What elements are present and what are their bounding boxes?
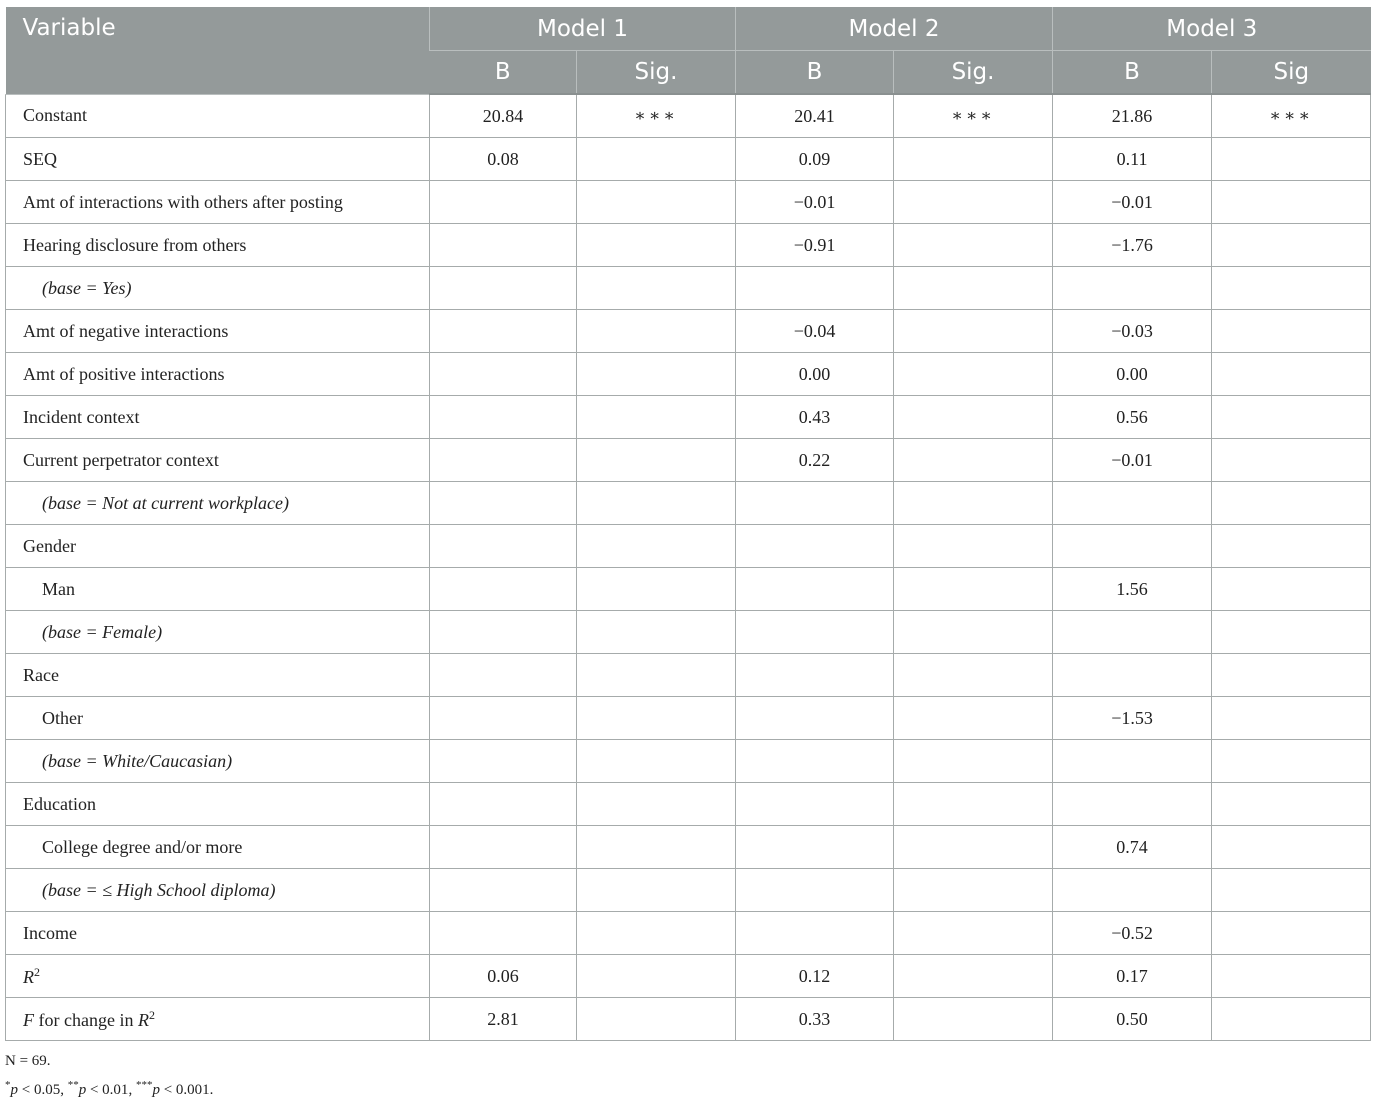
coefficient-cell: 0.43 xyxy=(736,396,894,439)
significance-cell xyxy=(894,138,1053,181)
significance-note: *p < 0.05, **p < 0.01, ***p < 0.001. xyxy=(5,1079,214,1098)
significance-cell xyxy=(894,611,1053,654)
significance-cell xyxy=(577,611,736,654)
significance-cell xyxy=(577,439,736,482)
coefficient-cell xyxy=(430,310,577,353)
coefficient-cell: 0.22 xyxy=(736,439,894,482)
significance-cell xyxy=(894,482,1053,525)
table-notes xyxy=(5,1049,1370,1102)
significance-cell xyxy=(577,353,736,396)
coefficient-cell xyxy=(430,826,577,869)
coefficient-cell: 0.17 xyxy=(1053,955,1212,998)
significance-cell xyxy=(1212,181,1371,224)
coefficient-cell: 20.41 xyxy=(736,94,894,138)
coefficient-cell xyxy=(430,611,577,654)
significance-cell xyxy=(577,138,736,181)
coefficient-cell: 0.09 xyxy=(736,138,894,181)
coefficient-cell: −1.53 xyxy=(1053,697,1212,740)
significance-cell xyxy=(577,783,736,826)
coefficient-cell xyxy=(430,740,577,783)
model-3-header: Model 3 xyxy=(1053,7,1371,51)
significance-cell xyxy=(1212,353,1371,396)
significance-cell xyxy=(894,568,1053,611)
significance-cell xyxy=(1212,396,1371,439)
significance-cell xyxy=(1212,912,1371,955)
significance-cell xyxy=(894,525,1053,568)
significance-cell xyxy=(577,181,736,224)
coefficient-cell: 0.00 xyxy=(736,353,894,396)
significance-cell xyxy=(894,826,1053,869)
row-label: $R^2$ xyxy=(6,955,430,998)
coefficient-cell xyxy=(430,525,577,568)
table-row xyxy=(6,912,1371,955)
table-body xyxy=(6,94,1371,1041)
significance-cell xyxy=(1212,439,1371,482)
coefficient-cell xyxy=(736,482,894,525)
significance-cell xyxy=(577,826,736,869)
table-row xyxy=(6,94,1371,138)
regression-table xyxy=(5,7,1371,1041)
coefficient-cell xyxy=(736,267,894,310)
table-row xyxy=(6,439,1371,482)
coefficient-cell xyxy=(1053,654,1212,697)
coefficient-cell: 0.00 xyxy=(1053,353,1212,396)
significance-cell: ∗∗∗ xyxy=(577,94,736,138)
coefficient-cell xyxy=(736,740,894,783)
significance-cell xyxy=(894,998,1053,1041)
coefficient-cell xyxy=(430,439,577,482)
coefficient-cell xyxy=(1053,869,1212,912)
significance-cell xyxy=(1212,310,1371,353)
significance-cell xyxy=(577,525,736,568)
row-label: (base = ≤ High School diploma) xyxy=(6,869,430,912)
significance-cell xyxy=(894,224,1053,267)
row-label: Amt of negative interactions xyxy=(6,310,430,353)
significance-cell xyxy=(894,697,1053,740)
significance-cell xyxy=(1212,224,1371,267)
model-1-header: Model 1 xyxy=(430,7,736,51)
coefficient-cell: 1.56 xyxy=(1053,568,1212,611)
row-label: Other xyxy=(6,697,430,740)
table-row xyxy=(6,396,1371,439)
table-row xyxy=(6,310,1371,353)
significance-cell xyxy=(1212,740,1371,783)
coefficient-cell: −0.04 xyxy=(736,310,894,353)
variable-header: Variable xyxy=(6,7,430,94)
significance-cell xyxy=(577,912,736,955)
table-row xyxy=(6,224,1371,267)
significance-cell xyxy=(894,912,1053,955)
regression-table-container xyxy=(5,7,1370,1102)
coefficient-cell xyxy=(736,568,894,611)
row-label: Amt of interactions with others after posting xyxy=(6,181,430,224)
row-label: Race xyxy=(6,654,430,697)
significance-cell xyxy=(577,224,736,267)
coefficient-cell xyxy=(430,396,577,439)
coefficient-cell: −0.01 xyxy=(736,181,894,224)
model-1-sig-header: Sig. xyxy=(577,51,736,95)
coefficient-cell xyxy=(430,783,577,826)
significance-cell xyxy=(577,740,736,783)
table-header xyxy=(6,7,1371,94)
significance-cell xyxy=(894,267,1053,310)
coefficient-cell xyxy=(736,697,894,740)
significance-cell xyxy=(577,568,736,611)
row-label: (base = White/Caucasian) xyxy=(6,740,430,783)
coefficient-cell xyxy=(430,267,577,310)
significance-cell xyxy=(577,998,736,1041)
table-row xyxy=(6,955,1371,998)
significance-cell xyxy=(1212,697,1371,740)
coefficient-cell xyxy=(430,654,577,697)
coefficient-cell xyxy=(1053,783,1212,826)
coefficient-cell xyxy=(736,783,894,826)
model-1-b-header: B xyxy=(430,51,577,95)
coefficient-cell xyxy=(736,869,894,912)
coefficient-cell: 0.08 xyxy=(430,138,577,181)
coefficient-cell xyxy=(736,525,894,568)
significance-cell xyxy=(1212,869,1371,912)
coefficient-cell xyxy=(430,482,577,525)
significance-cell: ∗∗∗ xyxy=(894,94,1053,138)
table-row xyxy=(6,267,1371,310)
significance-cell xyxy=(894,740,1053,783)
coefficient-cell: 0.56 xyxy=(1053,396,1212,439)
coefficient-cell xyxy=(430,181,577,224)
coefficient-cell xyxy=(736,912,894,955)
row-label: F for change in $R^2$ xyxy=(6,998,430,1041)
row-label: Gender xyxy=(6,525,430,568)
significance-cell xyxy=(1212,654,1371,697)
model-3-sig-header: Sig xyxy=(1212,51,1371,95)
row-label: Man xyxy=(6,568,430,611)
coefficient-cell: 0.11 xyxy=(1053,138,1212,181)
significance-cell xyxy=(577,482,736,525)
model-2-sig-header: Sig. xyxy=(894,51,1053,95)
row-label: Hearing disclosure from others xyxy=(6,224,430,267)
coefficient-cell: −0.91 xyxy=(736,224,894,267)
significance-cell: ∗∗∗ xyxy=(1212,94,1371,138)
table-row xyxy=(6,740,1371,783)
coefficient-cell: 2.81 xyxy=(430,998,577,1041)
significance-cell xyxy=(1212,955,1371,998)
coefficient-cell: 21.86 xyxy=(1053,94,1212,138)
significance-cell xyxy=(1212,138,1371,181)
coefficient-cell: 20.84 xyxy=(430,94,577,138)
row-label: Constant xyxy=(6,94,430,138)
table-row xyxy=(6,568,1371,611)
significance-cell xyxy=(577,955,736,998)
coefficient-cell xyxy=(736,654,894,697)
table-row xyxy=(6,525,1371,568)
significance-cell xyxy=(894,439,1053,482)
coefficient-cell: −1.76 xyxy=(1053,224,1212,267)
row-label: (base = Yes) xyxy=(6,267,430,310)
coefficient-cell: 0.33 xyxy=(736,998,894,1041)
coefficient-cell xyxy=(1053,525,1212,568)
row-label: Current perpetrator context xyxy=(6,439,430,482)
table-row xyxy=(6,353,1371,396)
coefficient-cell xyxy=(736,826,894,869)
model-3-b-header: B xyxy=(1053,51,1212,95)
coefficient-cell xyxy=(430,568,577,611)
coefficient-cell: −0.01 xyxy=(1053,439,1212,482)
coefficient-cell xyxy=(430,224,577,267)
coefficient-cell xyxy=(430,912,577,955)
row-label: Amt of positive interactions xyxy=(6,353,430,396)
significance-cell xyxy=(894,310,1053,353)
significance-cell xyxy=(1212,783,1371,826)
row-label: Incident context xyxy=(6,396,430,439)
coefficient-cell: −0.01 xyxy=(1053,181,1212,224)
table-row xyxy=(6,181,1371,224)
significance-cell xyxy=(577,396,736,439)
significance-cell xyxy=(894,869,1053,912)
significance-cell xyxy=(894,181,1053,224)
significance-cell xyxy=(894,654,1053,697)
table-row xyxy=(6,783,1371,826)
significance-cell xyxy=(577,267,736,310)
model-2-header: Model 2 xyxy=(736,7,1053,51)
coefficient-cell xyxy=(1053,611,1212,654)
row-label: SEQ xyxy=(6,138,430,181)
table-row xyxy=(6,482,1371,525)
row-label: (base = Not at current workplace) xyxy=(6,482,430,525)
table-row xyxy=(6,869,1371,912)
significance-cell xyxy=(894,955,1053,998)
row-label: (base = Female) xyxy=(6,611,430,654)
row-label: Education xyxy=(6,783,430,826)
significance-cell xyxy=(1212,998,1371,1041)
significance-cell xyxy=(1212,267,1371,310)
coefficient-cell: −0.03 xyxy=(1053,310,1212,353)
significance-cell xyxy=(894,353,1053,396)
coefficient-cell xyxy=(1053,482,1212,525)
significance-cell xyxy=(577,697,736,740)
table-row xyxy=(6,826,1371,869)
coefficient-cell: 0.50 xyxy=(1053,998,1212,1041)
significance-cell xyxy=(1212,826,1371,869)
table-row xyxy=(6,138,1371,181)
significance-cell xyxy=(1212,611,1371,654)
table-row xyxy=(6,611,1371,654)
coefficient-cell xyxy=(430,869,577,912)
table-row xyxy=(6,654,1371,697)
coefficient-cell xyxy=(1053,740,1212,783)
coefficient-cell: 0.06 xyxy=(430,955,577,998)
coefficient-cell: 0.74 xyxy=(1053,826,1212,869)
coefficient-cell xyxy=(1053,267,1212,310)
coefficient-cell xyxy=(736,611,894,654)
model-2-b-header: B xyxy=(736,51,894,95)
significance-cell xyxy=(1212,482,1371,525)
significance-cell xyxy=(1212,568,1371,611)
significance-cell xyxy=(577,869,736,912)
significance-cell xyxy=(1212,525,1371,568)
significance-cell xyxy=(894,396,1053,439)
significance-cell xyxy=(577,654,736,697)
table-row xyxy=(6,998,1371,1041)
coefficient-cell xyxy=(430,353,577,396)
significance-cell xyxy=(577,310,736,353)
coefficient-cell: 0.12 xyxy=(736,955,894,998)
significance-cell xyxy=(894,783,1053,826)
coefficient-cell xyxy=(430,697,577,740)
row-label: College degree and/or more xyxy=(6,826,430,869)
row-label: Income xyxy=(6,912,430,955)
coefficient-cell: −0.52 xyxy=(1053,912,1212,955)
sample-size-note: N = 69. xyxy=(5,1053,51,1069)
table-row xyxy=(6,697,1371,740)
